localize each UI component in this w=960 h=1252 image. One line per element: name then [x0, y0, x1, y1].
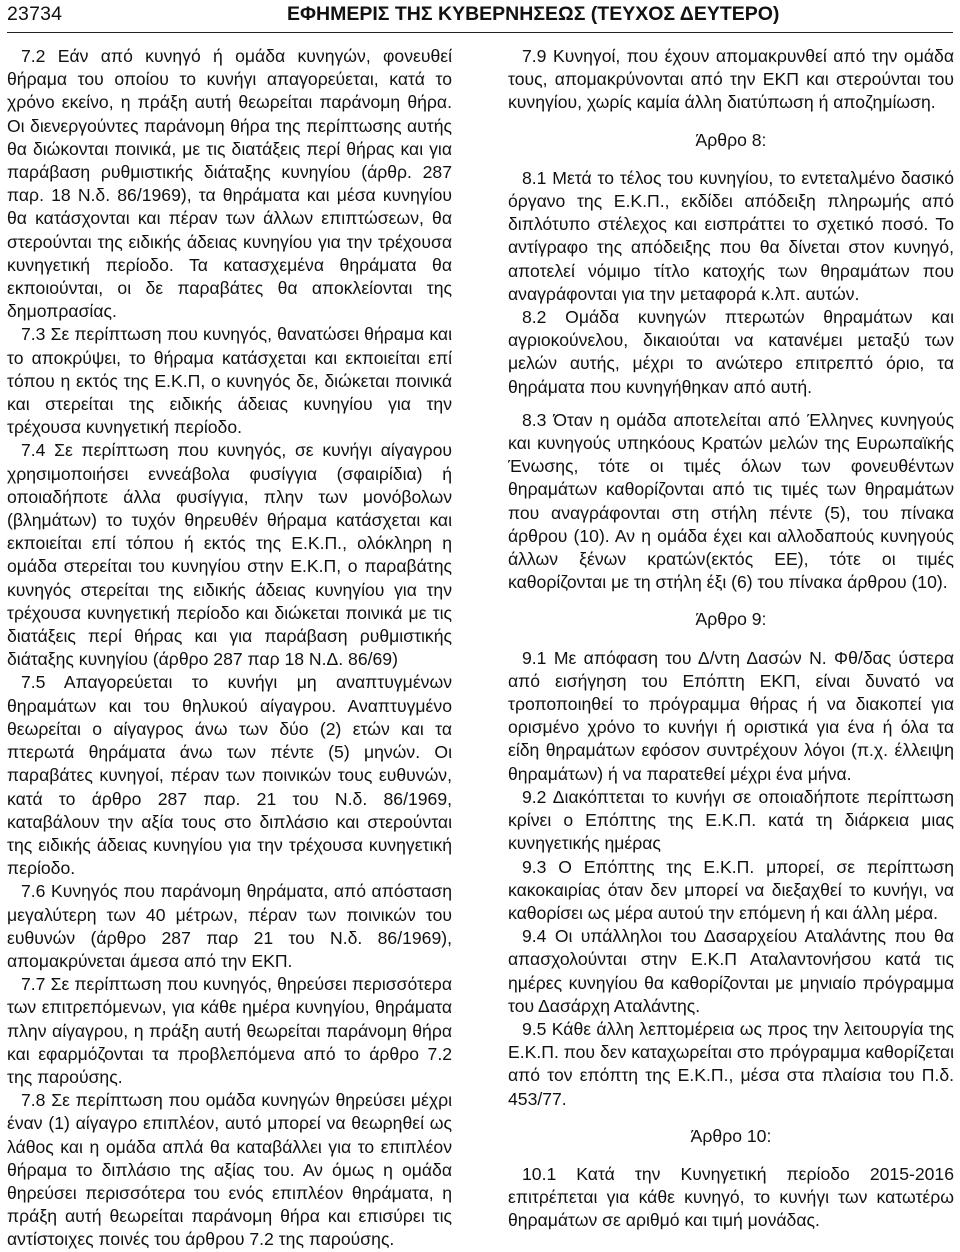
paragraph-8-1: 8.1 Μετά το τέλος του κυνηγίου, το εντεταλμένο δασικό όργανο της Ε.Κ.Π., εκδίδει απόδειξη πληρωμής από διπλότυπο στέλεχος και εισπράττει το σχετικό ποσό. Το αντίγραφο της απόδειξης που θα δίνεται στον κυνηγό, αποτελεί νόμιμο τίτλο κατοχής των θηραμάτων που αναγράφονται για την μεταφορά κ.λπ. αυτών. [508, 167, 954, 304]
paragraph-10-1: 10.1 Κατά την Κυνηγετική περίοδο 2015-2016 επιτρέπεται για κάθε κυνηγό, το κυνήγι των κατωτέρω θηραμάτων σε αριθμό και τιμή μονάδας. [508, 1163, 954, 1231]
paragraph-8-3: 8.3 Όταν η ομάδα αποτελείται από Έλληνες κυνηγούς και κυνηγούς υπηκόους Κρατών μελών της Ευρωπαϊκής Ένωσης, τότε οι τιμές όλων των φονευθέντων θηραμάτων καθορίζονται από τις τιμές των θηραμάτων που αναγράφονται στη στήλη πέντε (5), του πίνακα άρθρου (10). Αν η ομάδα έχει και αλλοδαπούς κυνηγούς άλλων ξένων κρατών(εκτός ΕΕ), τότε οι τιμές καθορίζονται με τη στήλη έξι (6) του πίνακα άρθρου (10). [508, 409, 954, 593]
paragraph-7-7: 7.7 Σε περίπτωση που κυνηγός, θηρεύσει περισσότερα των επιτρεπόμενων, για κάθε ημέρα κυνηγίου, θηράματα πλην αίγαγρου, η πράξη αυτή θεωρείται παράνομη θήρα και εφαρμόζονται τα προβλεπόμενα από το άρθρο 7.2 της παρούσης. [7, 974, 452, 1087]
journal-title: ΕΦΗΜΕΡΙΣ ΤΗΣ ΚΥΒΕΡΝΗΣΕΩΣ (ΤΕΥΧΟΣ ΔΕΥΤΕΡΟ) [287, 3, 780, 25]
right-column [508, 45, 954, 1233]
paragraph-9-1: 9.1 Με απόφαση του Δ/ντη Δασών Ν. Φθ/δας ύστερα από εισήγηση του Επόπτη ΕΚΠ, είναι δυνατό να τροποποιηθεί το πρόγραμμα θήρας ή να διακοπεί για ορισμένο χρόνο το κυνήγι ή οριστικά για ένα ή όλα τα είδη θηραμάτων εφόσον συντρέχουν λόγοι (π.χ. έλλειψη θηραμάτων) ή να παρατεθεί μέχρι ένα μήνα. [508, 647, 954, 784]
article-8-heading: Άρθρο 8: [695, 129, 767, 150]
article-10-heading: Άρθρο 10: [690, 1125, 772, 1146]
page-header [7, 0, 953, 33]
paragraph-7-8: 7.8 Σε περίπτωση που ομάδα κυνηγών θηρεύσει μέχρι έναν (1) αίγαγρο επιπλέον, αυτό μπορεί να θεωρηθεί ως λάθος και η ομάδα απλά θα καταβάλλει για το επιπλέον θήραμα το διπλάσιο της αξίας του. Αν όμως η ομάδα θηρεύσει περισσότερα του ενός επιπλέον θηράματα, η πράξη αυτή θεωρείται παράνομη θήρα και επισύρει τις αντίστοιχες ποινές του άρθρου 7.2 της παρούσης. [7, 1090, 452, 1250]
paragraph-7-5: 7.5 Απαγορεύεται το κυνήγι μη αναπτυγμένων θηραμάτων και του θηλυκού αίγαγρου. Αναπτυγμένο θεωρείται ο αίγαγρος άνω των δύο (2) ετών και τα πτερωτά θηράματα άνω των πέντε (5) μηνών. Οι παραβάτες κυνηγοί, πέραν των ποινικών τους ευθυνών, κατά το άρθρο 287 παρ. 21 του Ν.δ. 86/1969, καταβάλουν την αξία τους στο διπλάσιο και στερούνται της ειδικής άδειας κυνηγίου για την τρέχουσα κυνηγετική περίοδο. [7, 672, 452, 879]
left-column [7, 45, 452, 1252]
paragraph-7-9: 7.9 Κυνηγοί, που έχουν απομακρυνθεί από την ομάδα τους, απομακρύνονται από την ΕΚΠ και στερούνται του κυνηγίου, χωρίς καμία άλλη διατύπωση ή αποζημίωση. [508, 46, 954, 113]
page-number: 23734 [7, 3, 63, 25]
paragraph-8-2: 8.2 Ομάδα κυνηγών πτερωτών θηραμάτων και αγριοκούνελου, δικαιούται να κατανέμει μεταξύ των μελών αυτής, μέχρι το ανώτερο επιτρεπτό όριο, τα θηράματα που κυνηγήθηκαν από αυτή. [508, 307, 954, 397]
paragraph-7-3: 7.3 Σε περίπτωση που κυνηγός, θανατώσει θήραμα και το αποκρύψει, το θήραμα κατάσχεται και εκποιείται επί τόπου η εκτός της Ε.Κ.Π, ο κυνηγός δε, διώκεται ποινικά και στερείται της ειδικής άδειας κυνηγίου για την τρέχουσα κυνηγετική περίοδο. [7, 324, 452, 438]
paragraph-7-6: 7.6 Κυνηγός που παράνομη θηράματα, από απόσταση μεγαλύτερη των 40 μέτρων, πέραν των ποινικών του ευθυνών (άρθρο 287 παρ 21 του Ν.δ. 86/1969), απομακρύνεται άμεσα από την ΕΚΠ. [7, 881, 452, 971]
article-9-heading: Άρθρο 9: [695, 609, 767, 630]
paragraph-7-2: 7.2 Εάν από κυνηγό ή ομάδα κυνηγών, φονευθεί θήραμα του οποίου το κυνήγι απαγορεύεται, κατά το χρόνο εκείνο, η πράξη αυτή θεωρείται παράνομη θήρα. Οι διενεργούντες παράνομη θήρα της περίπτωσης αυτής θα διώκονται ποινικά, με τις διατάξεις περί θήρας και για παράβαση ρυθμιστικής διάταξης κυνηγίου (άρθρ. 287 παρ. 18 Ν.δ. 86/1969), τα θηράματα και μέσα κυνηγίου θα κατάσχονται και πέραν των άλλων επιπτώσεων, θα στερούνται της ειδικής άδειας κυνηγίου για την τρέχουσα κυνηγετική περίοδο. Τα κατασχεμένα θηράματα θα εκποιούνται, οι δε παραβάτες θα αποκλείονται της δημοπρασίας. [7, 46, 452, 322]
paragraph-9-5: 9.5 Κάθε άλλη λεπτομέρεια ως προς την λειτουργία της Ε.Κ.Π. που δεν καταχωρείται στο πρόγραμμα καθορίζεται από τον επόπτη της Ε.Κ.Π., μέσα στα πλαίσια του Π.δ. 453/77. [508, 1018, 954, 1109]
paragraph-7-4: 7.4 Σε περίπτωση που κυνηγός, σε κυνήγι αίγαγρου χρησιμοποιήσει εννεάβολα φυσίγγια (σφαιρίδια) ή οποιαδήποτε άλλα φυσίγγια, πλην των μονόβολων (βλημάτων) το τυχόν θηρευθέν θήραμα κατάσχεται και εκποιείται επί τόπου ή εκτός της Ε.Κ.Π., ολόκληρη η ομάδα στερείται του κυνηγίου στην Ε.Κ.Π, ο παραβάτης κυνηγός στερείται της ειδικής άδειας κυνηγίου για την τρέχουσα κυνηγετική περίοδο και διώκεται ποινικά με τις διατάξεις περί θήρας και για παράβαση ρυθμιστικής διάταξης κυνηγίου (άρθρο 287 παρ 18 Ν.Δ. 86/69) [7, 440, 452, 670]
paragraph-9-2: 9.2 Διακόπτεται το κυνήγι σε οποιαδήποτε περίπτωση κρίνει ο Επόπτης της Ε.Κ.Π. κατά τη διάρκεια μιας κυνηγετικής ημέρας [508, 786, 954, 854]
paragraph-9-4: 9.4 Οι υπάλληλοι του Δασαρχείου Αταλάντης που θα απασχολούνται στην Ε.Κ.Π Αταλαντονήσου κατά τις ημέρες κυνηγίου θα καθορίζονται με μηνιαίο πρόγραμμα του Δασάρχη Αταλάντης. [508, 926, 954, 1016]
paragraph-9-3: 9.3 Ο Επόπτης της Ε.Κ.Π. μπορεί, σε περίπτωση κακοκαιρίας όταν δεν μπορεί να διεξαχθεί το κυνήγι, να καθορίσει ως μέρα αυτού την επόμενη ή και άλλη μέρα. [508, 856, 954, 923]
